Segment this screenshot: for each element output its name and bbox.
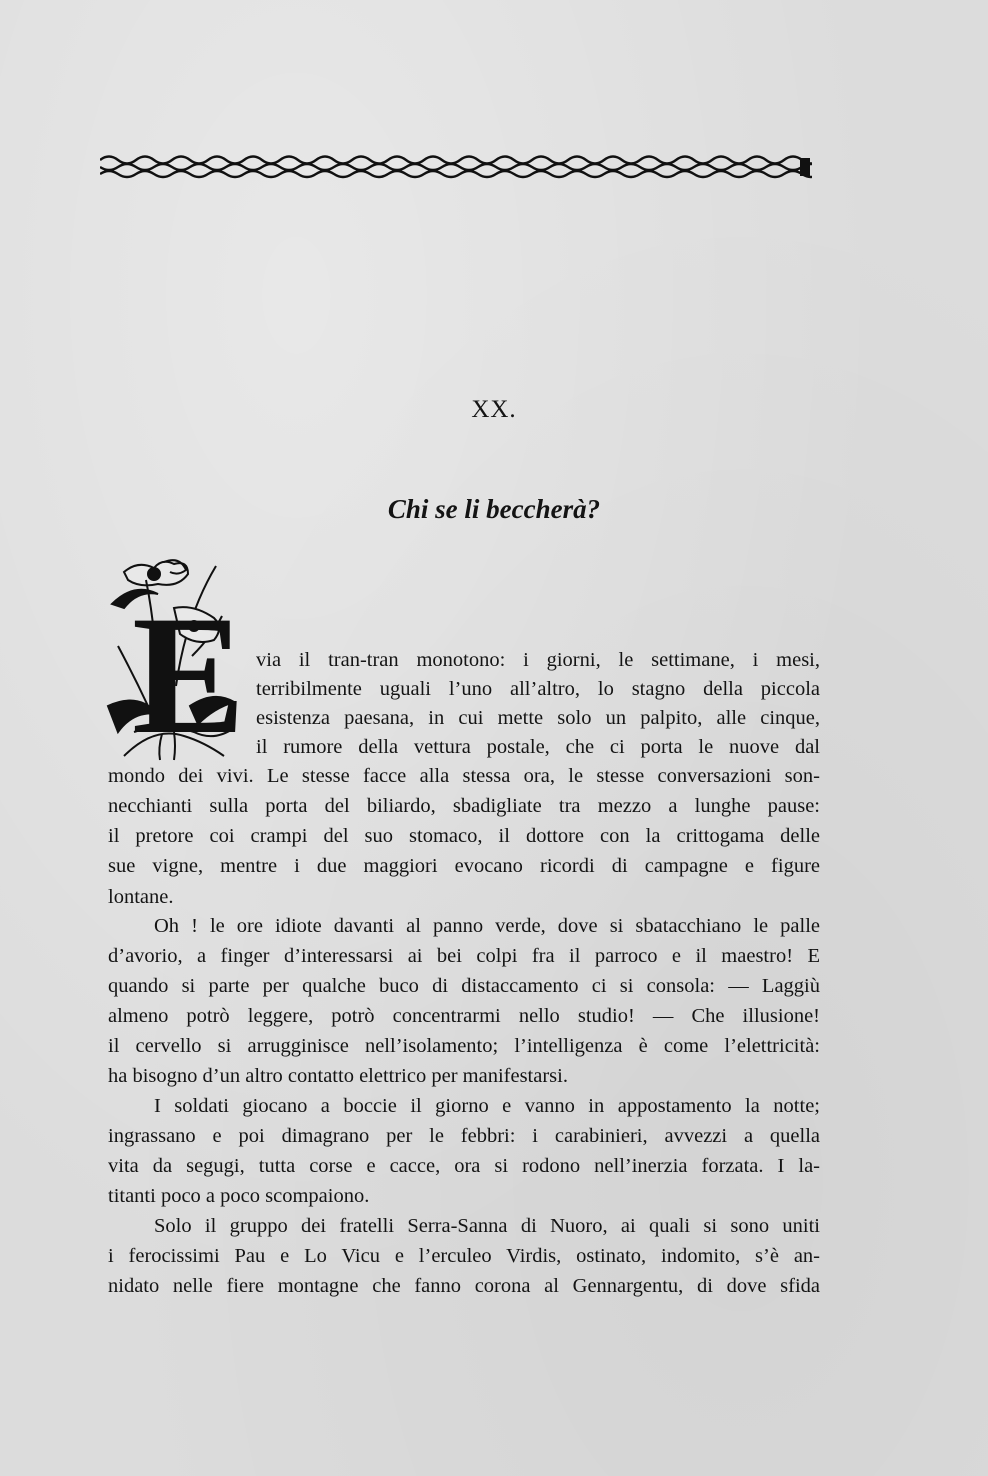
illuminated-drop-cap-e xyxy=(104,556,246,762)
text-line: il rumore della vettura postale, che ci porta le nuove dal xyxy=(256,736,820,758)
chapter-title: Chi se li beccherà? xyxy=(387,494,601,524)
text-line: lontane. xyxy=(108,886,174,908)
text-line: sue vigne, mentre i due maggiori evocano ricordi di campagne e figure xyxy=(108,855,820,877)
text-line: i ferocissimi Pau e Lo Vicu e l’erculeo Virdis, ostinato, indomito, s’è an- xyxy=(108,1245,820,1267)
text-line: I soldati giocano a boccie il giorno e vanno in appostamento la notte; xyxy=(154,1095,820,1117)
text-line: Oh ! le ore idiote davanti al panno verde, dove si sbatacchiano le palle xyxy=(154,915,820,937)
text-line: il pretore coi crampi del suo stomaco, il dottore con la crittogama delle xyxy=(108,825,820,847)
text-line: mondo dei vivi. Le stesse facce alla stessa ora, le stesse conversazioni son- xyxy=(108,765,820,787)
chapter-number: XX. xyxy=(471,396,517,423)
text-line: titanti poco a poco scompaiono. xyxy=(108,1185,370,1207)
decorative-border-ornament xyxy=(100,152,812,182)
text-line: nidato nelle fiere montagne che fanno corona al Gennargentu, di dove sfida xyxy=(108,1275,820,1297)
text-line: vita da segugi, tutta corse e cacce, ora si rodono nell’inerzia forzata. I la- xyxy=(108,1155,820,1177)
text-line: ingrassano e poi dimagrano per le febbri: i carabinieri, avvezzi a quella xyxy=(108,1125,820,1147)
text-line: il cervello si arrugginisce nell’isolamento; l’intelligenza è come l’elettricità: xyxy=(108,1035,820,1057)
drop-cap-letter: E xyxy=(132,581,246,762)
text-line: almeno potrò leggere, potrò concentrarmi nello studio! — Che illusione! xyxy=(108,1005,820,1027)
text-line: via il tran-tran monotono: i giorni, le settimane, i mesi, xyxy=(256,649,820,671)
text-line: quando si parte per qualche buco di distaccamento ci si consola: — Laggiù xyxy=(108,975,820,997)
text-line: Solo il gruppo dei fratelli Serra-Sanna di Nuoro, ai quali si sono uniti xyxy=(154,1215,820,1237)
text-line: necchianti sulla porta del biliardo, sbadigliate tra mezzo a lunghe pause: xyxy=(108,795,820,817)
text-line: d’avorio, a finger d’interessarsi ai bei colpi fra il parroco e il maestro! E xyxy=(108,945,820,967)
text-line: ha bisogno d’un altro contatto elettrico per manifestarsi. xyxy=(108,1065,568,1087)
text-line: terribilmente uguali l’uno all’altro, lo stagno della piccola xyxy=(256,678,820,700)
text-line: esistenza paesana, in cui mette solo un palpito, alle cinque, xyxy=(256,707,820,729)
